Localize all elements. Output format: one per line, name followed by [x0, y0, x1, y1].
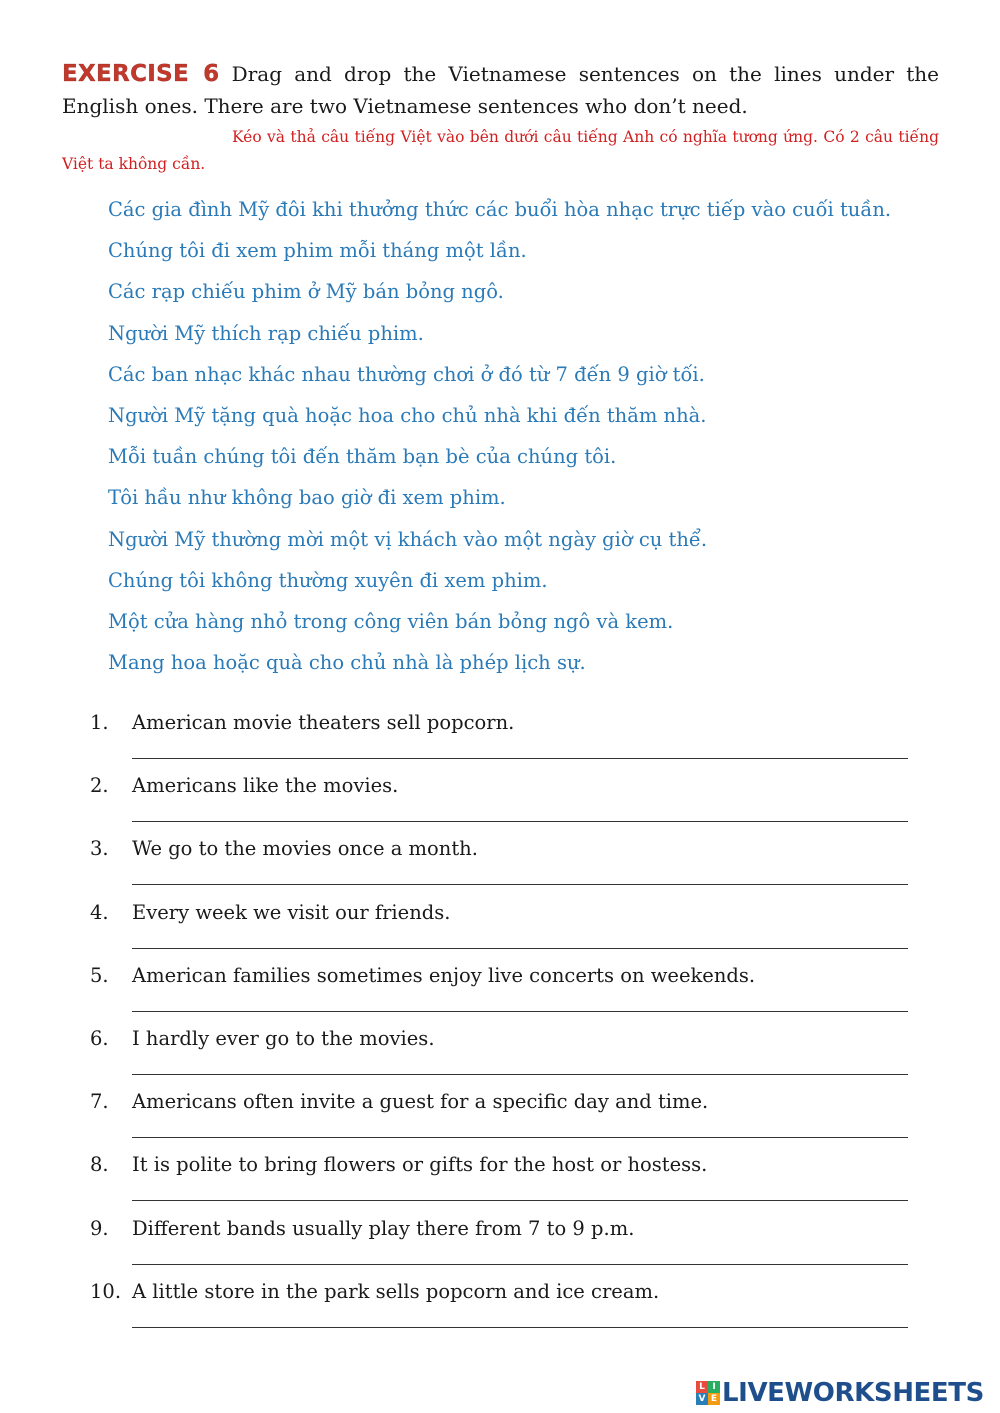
question-number: 4. — [90, 900, 109, 924]
answer-drop-line[interactable] — [132, 884, 908, 885]
draggable-sentence[interactable]: Tôi hầu như không bao giờ đi xem phim. — [108, 486, 506, 510]
question-number: 3. — [90, 837, 109, 861]
question-item — [90, 1143, 910, 1206]
question-text: Americans like the movies. — [132, 774, 399, 798]
question-text: Americans often invite a guest for a specific day and time. — [132, 1090, 709, 1114]
answer-drop-line[interactable] — [132, 758, 908, 759]
question-number: 1. — [90, 711, 109, 734]
draggable-sentence[interactable]: Mỗi tuần chúng tôi đến thăm bạn bè của chúng tôi. — [108, 445, 617, 469]
draggable-sentence[interactable]: Các gia đình Mỹ đôi khi thưởng thức các buổi hòa nhạc trực tiếp vào cuối tuần. — [108, 198, 892, 221]
logo-letter: I — [708, 1381, 720, 1393]
question-text: It is polite to bring flowers or gifts for the host or hostess. — [132, 1153, 708, 1177]
vietnamese-sentence-bank — [108, 189, 968, 683]
answer-drop-line[interactable] — [132, 1264, 908, 1265]
question-text: American families sometimes enjoy live concerts on weekends. — [132, 963, 756, 987]
question-item — [90, 1080, 910, 1143]
exercise-instruction: Drag and drop the Vietnamese sentences on the lines under the English ones. There are two Vietnamese sentences who don’t need. — [62, 62, 939, 118]
draggable-sentence[interactable]: Người Mỹ thích rạp chiếu phim. — [108, 321, 424, 345]
liveworksheets-logo-icon — [696, 1381, 720, 1405]
question-text: Different bands usually play there from 7 to 9 p.m. — [132, 1216, 635, 1240]
draggable-sentence[interactable]: Một cửa hàng nhỏ trong công viên bán bỏng ngô và kem. — [108, 609, 674, 633]
logo-letter: E — [708, 1393, 720, 1405]
question-number: 7. — [90, 1090, 109, 1114]
question-item — [90, 764, 910, 827]
question-text: Every week we visit our friends. — [132, 900, 451, 924]
draggable-sentence[interactable]: Người Mỹ thường mời một vị khách vào một ngày giờ cụ thể. — [108, 527, 708, 551]
logo-letter: L — [696, 1381, 708, 1393]
answer-drop-line[interactable] — [132, 1074, 908, 1075]
question-number: 10. — [90, 1279, 122, 1303]
answer-drop-line[interactable] — [132, 821, 908, 822]
question-number: 6. — [90, 1026, 109, 1050]
question-number: 8. — [90, 1153, 109, 1177]
answer-drop-line[interactable] — [132, 1200, 908, 1201]
question-item — [90, 827, 910, 890]
question-item — [90, 891, 910, 954]
question-text: We go to the movies once a month. — [132, 837, 478, 861]
question-list — [90, 701, 910, 1333]
question-item — [90, 954, 910, 1017]
question-item — [90, 1270, 910, 1333]
question-item — [90, 1207, 910, 1270]
question-item — [90, 701, 910, 764]
logo-letter: V — [696, 1393, 708, 1405]
draggable-sentence[interactable]: Các rạp chiếu phim ở Mỹ bán bỏng ngô. — [108, 280, 504, 304]
draggable-sentence[interactable]: Người Mỹ tặng quà hoặc hoa cho chủ nhà khi đến thăm nhà. — [108, 403, 707, 427]
question-text: American movie theaters sell popcorn. — [132, 711, 515, 734]
vietnamese-instruction: Kéo và thả câu tiếng Việt vào bên dưới câu tiếng Anh có nghĩa tương ứng. Có 2 câu tiếng Việt ta không cần. — [62, 128, 939, 173]
question-number: 5. — [90, 963, 109, 987]
answer-drop-line[interactable] — [132, 948, 908, 949]
draggable-sentence[interactable]: Mang hoa hoặc quà cho chủ nhà là phép lịch sự. — [108, 651, 586, 675]
exercise-header — [62, 58, 939, 122]
draggable-sentence[interactable]: Chúng tôi đi xem phim mỗi tháng một lần. — [108, 239, 527, 263]
question-number: 9. — [90, 1216, 109, 1240]
answer-drop-line[interactable] — [132, 1327, 908, 1328]
brand-name: LIVEWORKSHEETS — [722, 1378, 984, 1408]
liveworksheets-logo[interactable] — [696, 1378, 984, 1408]
question-number: 2. — [90, 774, 109, 798]
question-text: A little store in the park sells popcorn and ice cream. — [132, 1279, 660, 1303]
answer-drop-line[interactable] — [132, 1011, 908, 1012]
draggable-sentence[interactable]: Chúng tôi không thường xuyên đi xem phim. — [108, 568, 548, 592]
question-text: I hardly ever go to the movies. — [132, 1026, 435, 1050]
answer-drop-line[interactable] — [132, 1137, 908, 1138]
question-item — [90, 1017, 910, 1080]
draggable-sentence[interactable]: Các ban nhạc khác nhau thường chơi ở đó từ 7 đến 9 giờ tối. — [108, 362, 705, 386]
exercise-label: EXERCISE 6 — [62, 61, 220, 87]
